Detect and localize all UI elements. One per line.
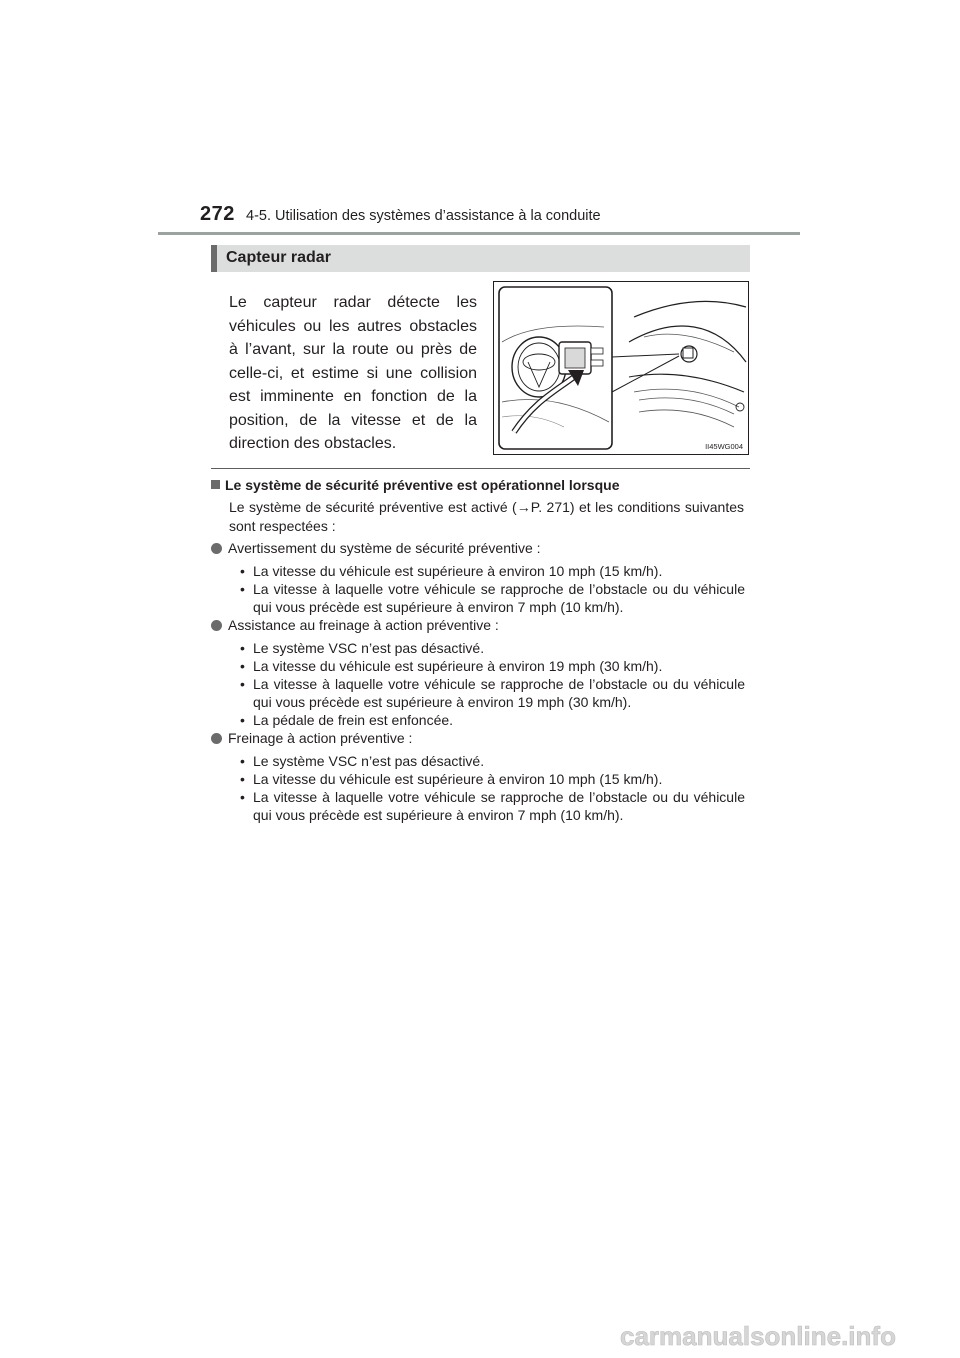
intro-paragraph: Le capteur radar détecte les véhicules ou les autres obstacles à l’avant, sur la route ou près de celle-ci, et estime si une collision est imminente en fonction de la position, de la vitesse et de la direction des obstacles. [229, 294, 477, 452]
dot-marker: • [240, 658, 245, 674]
list-item-text: La vitesse du véhicule est supérieure à environ 19 mph (30 km/h). [253, 658, 663, 674]
dot-marker: • [240, 640, 245, 656]
list-item-text: La vitesse à laquelle votre véhicule se rapproche de l’obstacle ou du véhicule qui vous précède est supérieure à environ 7 mph (10 km/h). [253, 789, 745, 823]
list-item [240, 675, 745, 711]
circle-bullet-icon [211, 620, 222, 631]
list-item [240, 711, 745, 729]
list-item-text: La vitesse à laquelle votre véhicule se rapproche de l’obstacle ou du véhicule qui vous précède est supérieure à environ 19 mph (30 km/h). [253, 676, 745, 710]
list-item-text: La vitesse du véhicule est supérieure à environ 10 mph (15 km/h). [253, 771, 663, 787]
header-rule [158, 232, 800, 235]
list-item [240, 752, 745, 770]
section-title-bar [211, 245, 750, 272]
square-bullet-icon [211, 480, 220, 489]
list-item [240, 639, 745, 657]
figure-code: II45WG004 [705, 442, 743, 451]
subsection-title: Le système de sécurité préventive est opérationnel lorsque [225, 477, 620, 493]
list-item [240, 657, 745, 675]
list-item [240, 788, 745, 824]
page-number: 272 [200, 203, 235, 225]
svg-text:carmanualsonline.info: carmanualsonline.info [620, 1321, 896, 1351]
bullet-label: Avertissement du système de sécurité préventive : [228, 540, 541, 556]
list-item [240, 580, 745, 616]
bullet-warning [211, 540, 541, 556]
list-item-text: Le système VSC n’est pas désactivé. [253, 753, 485, 769]
dot-marker: • [240, 712, 245, 728]
subsection-paragraph: Le système de sécurité préventive est activé (→P. 271) et les conditions suivantes sont respectées : [229, 499, 744, 534]
section-title: Capteur radar [226, 249, 331, 266]
car-front-drawing [494, 282, 750, 456]
section-accent [211, 245, 217, 272]
bullet-label: Freinage à action préventive : [228, 730, 413, 746]
list-item-text: La pédale de frein est enfoncée. [253, 712, 454, 728]
dot-marker: • [240, 581, 245, 597]
list-item-text: La vitesse à laquelle votre véhicule se rapproche de l’obstacle ou du véhicule qui vous précède est supérieure à environ 7 mph (10 km/h). [253, 581, 745, 615]
dot-marker: • [240, 563, 245, 579]
dot-marker: • [240, 771, 245, 787]
circle-bullet-icon [211, 733, 222, 744]
bullet-brake-assist [211, 617, 499, 633]
bullet-label: Assistance au freinage à action préventive : [228, 617, 499, 633]
subsection-heading [211, 477, 619, 493]
dot-marker: • [240, 676, 245, 692]
watermark-logo [620, 1318, 950, 1354]
section-separator [211, 468, 750, 469]
list-item-text: La vitesse du véhicule est supérieure à environ 10 mph (15 km/h). [253, 563, 663, 579]
bullet-braking [211, 730, 412, 746]
list-item-text: Le système VSC n’est pas désactivé. [253, 640, 485, 656]
list-item [240, 770, 745, 788]
list-item [240, 562, 745, 580]
radar-sensor-illustration [493, 281, 749, 455]
chapter-header: 4-5. Utilisation des systèmes d’assistance à la conduite [246, 208, 601, 224]
dot-marker: • [240, 753, 245, 769]
dot-marker: • [240, 789, 245, 805]
circle-bullet-icon [211, 543, 222, 554]
